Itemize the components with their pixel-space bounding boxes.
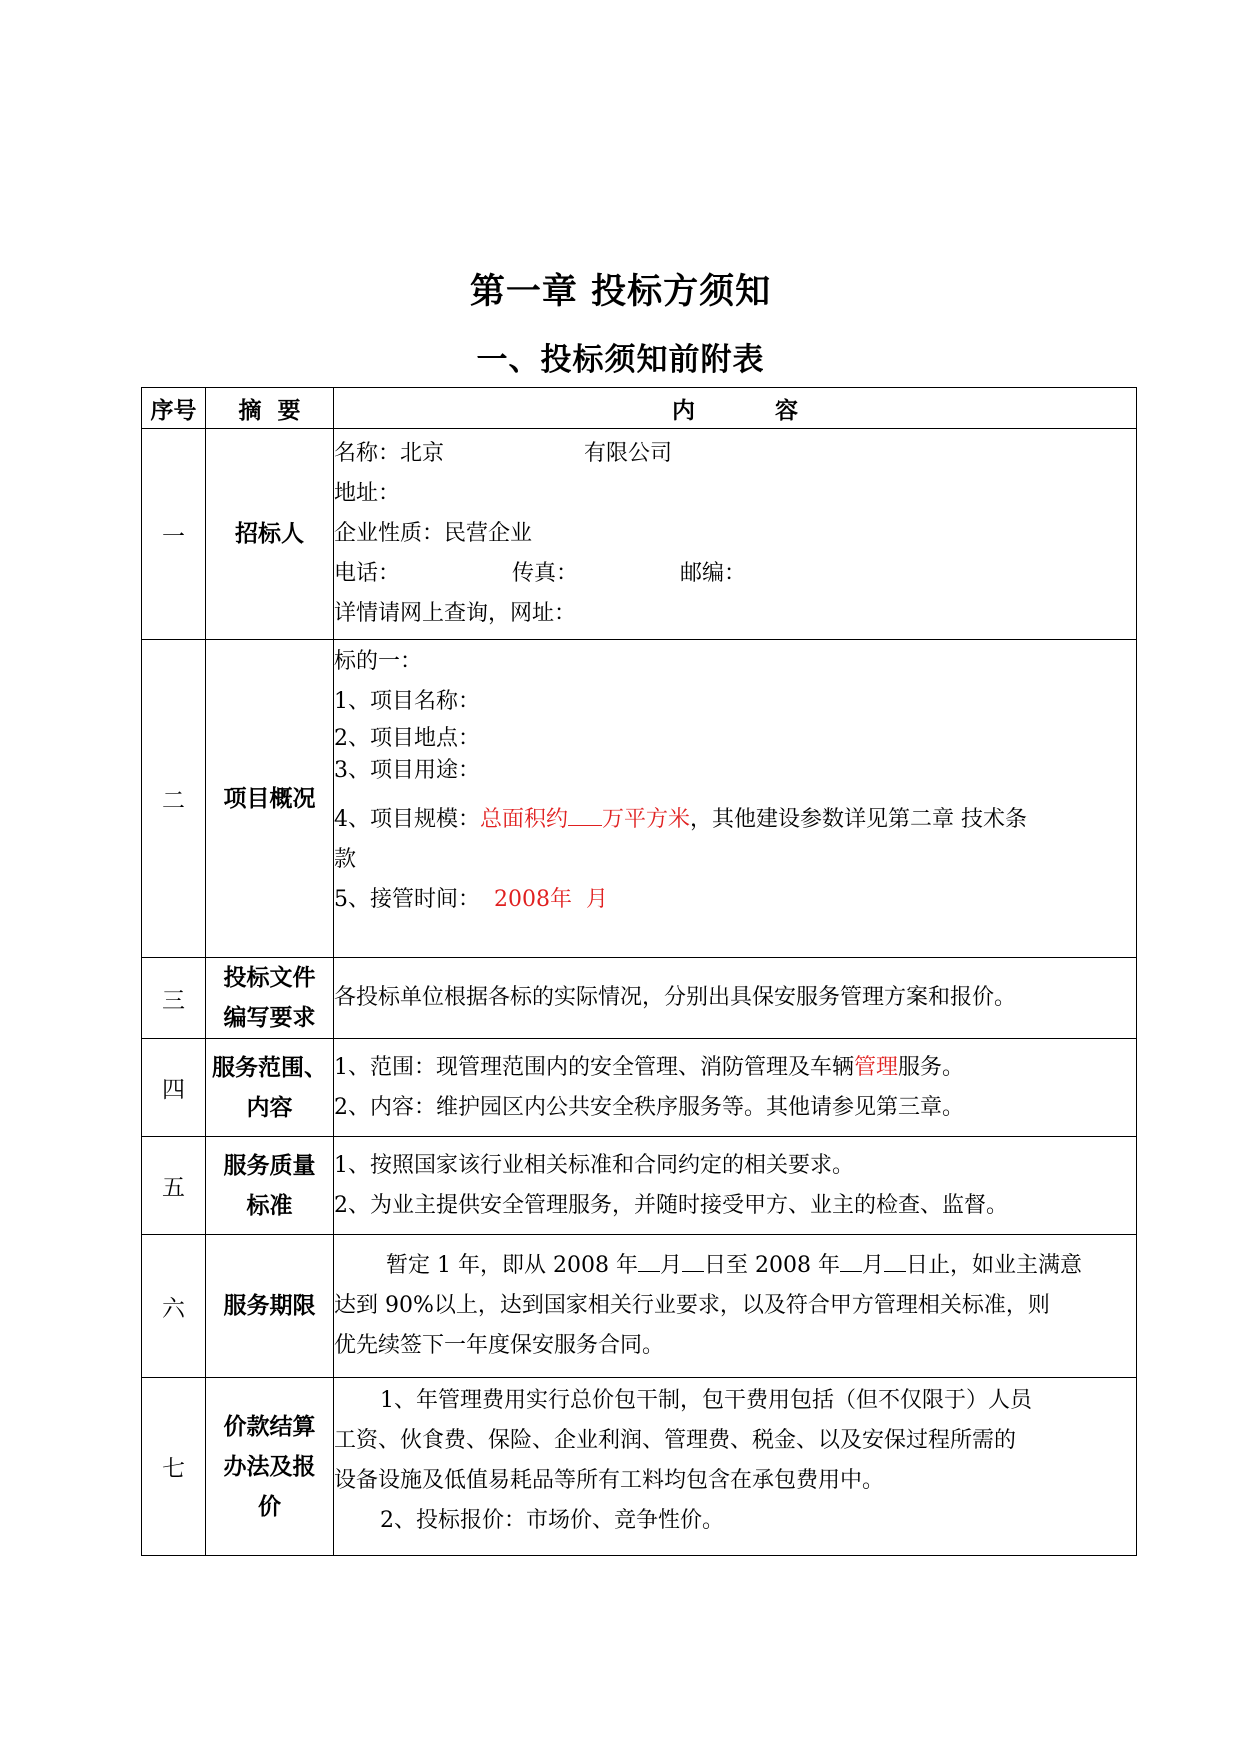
row-summary: 招标人 xyxy=(206,429,334,640)
content-line: 达到 90%以上，达到国家相关行业要求，以及符合甲方管理相关标准，则 xyxy=(334,1293,1050,1318)
row-summary: 项目概况 xyxy=(206,640,334,958)
content-line: 标的一： xyxy=(334,649,423,674)
header-seq: 序号 xyxy=(142,388,206,429)
content-line: 名称：北京 有限公司 xyxy=(334,441,673,466)
table-row xyxy=(142,1235,1137,1378)
row-seq: 四 xyxy=(142,1039,206,1137)
chapter-title: 第一章 投标方须知 xyxy=(469,272,772,312)
row-seq: 六 xyxy=(142,1235,206,1378)
content-line: 2、投标报价：市场价、竞争性价。 xyxy=(380,1508,724,1533)
row-seq: 五 xyxy=(142,1137,206,1235)
table-row xyxy=(142,1039,1137,1137)
content-line: 款 xyxy=(334,847,357,872)
content-line: 2、为业主提供安全管理服务，并随时接受甲方、业主的检查、监督。 xyxy=(334,1192,1008,1218)
scale-red-unit: 万平方米 xyxy=(602,807,691,832)
table-row xyxy=(142,958,1137,1039)
content-line: 1、范围：现管理范围内的安全管理、消防管理及车辆管理服务。 xyxy=(334,1054,965,1080)
row-summary: 服务期限 xyxy=(206,1235,334,1378)
row-summary: 价款结算 办法及报 价 xyxy=(206,1378,334,1556)
content-line: 暂定 1 年，即从 2008 年 月 日至 2008 年 月 日止，如业主满意 xyxy=(334,1246,1136,1286)
content-line: 优先续签下一年度保安服务合同。 xyxy=(334,1333,665,1358)
content-line: 设备设施及低值易耗品等所有工料均包含在承包费用中。 xyxy=(334,1468,885,1493)
header-summary: 摘 要 xyxy=(206,388,334,429)
row-content xyxy=(334,640,1137,958)
content-line: 电话： 传真： 邮编： xyxy=(334,561,747,586)
row-seq: 二 xyxy=(142,640,206,958)
row-content xyxy=(334,429,1137,640)
row-content xyxy=(334,1039,1137,1137)
content-line: 地址： xyxy=(334,481,401,506)
takeover-date: 2008年 月 xyxy=(494,887,608,912)
content-line: 5、接管时间： 2008年 月 xyxy=(334,887,608,912)
content-line: 工资、伙食费、保险、企业利润、管理费、税金、以及安保过程所需的 xyxy=(334,1428,1017,1453)
row-content xyxy=(334,958,1137,1039)
row-summary: 服务范围、 内容 xyxy=(206,1039,334,1137)
content-line: 2、内容：维护园区内公共安全秩序服务等。其他请参见第三章。 xyxy=(334,1094,964,1120)
table-row xyxy=(142,1378,1137,1556)
row-seq: 一 xyxy=(142,429,206,640)
content-line: 企业性质：民营企业 xyxy=(334,521,533,546)
scale-red-text: 总面积约 xyxy=(480,807,569,832)
table-row xyxy=(142,640,1137,958)
management-red-text: 管理 xyxy=(854,1054,899,1080)
bid-notice-table xyxy=(141,387,1137,1556)
header-content: 内 容 xyxy=(334,388,1137,429)
content-line: 1、项目名称： xyxy=(334,689,480,714)
row-summary: 服务质量 标准 xyxy=(206,1137,334,1235)
row-seq: 七 xyxy=(142,1378,206,1556)
section-title: 一、投标须知前附表 xyxy=(476,342,765,378)
row-content xyxy=(334,1378,1137,1556)
content-line: 1、按照国家该行业相关标准和合同约定的相关要求。 xyxy=(334,1152,854,1178)
content-line: 1、年管理费用实行总价包干制，包干费用包括（但不仅限于）人员 xyxy=(380,1388,1032,1413)
content-line: 4、项目规模：总面积约 万平方米，其他建设参数详见第二章 技术条 xyxy=(334,800,1136,840)
table-header-row xyxy=(142,388,1137,429)
row-summary: 投标文件 编写要求 xyxy=(206,958,334,1039)
content-line: 详情请网上查询，网址： xyxy=(334,601,577,626)
table-row xyxy=(142,1137,1137,1235)
content-line: 3、项目用途： xyxy=(334,758,480,783)
content-line: 各投标单位根据各标的实际情况，分别出具保安服务管理方案和报价。 xyxy=(334,985,1017,1010)
content-line: 2、项目地点： xyxy=(334,726,480,751)
row-content xyxy=(334,1235,1137,1378)
row-content xyxy=(334,1137,1137,1235)
table-row xyxy=(142,429,1137,640)
row-seq: 三 xyxy=(142,958,206,1039)
